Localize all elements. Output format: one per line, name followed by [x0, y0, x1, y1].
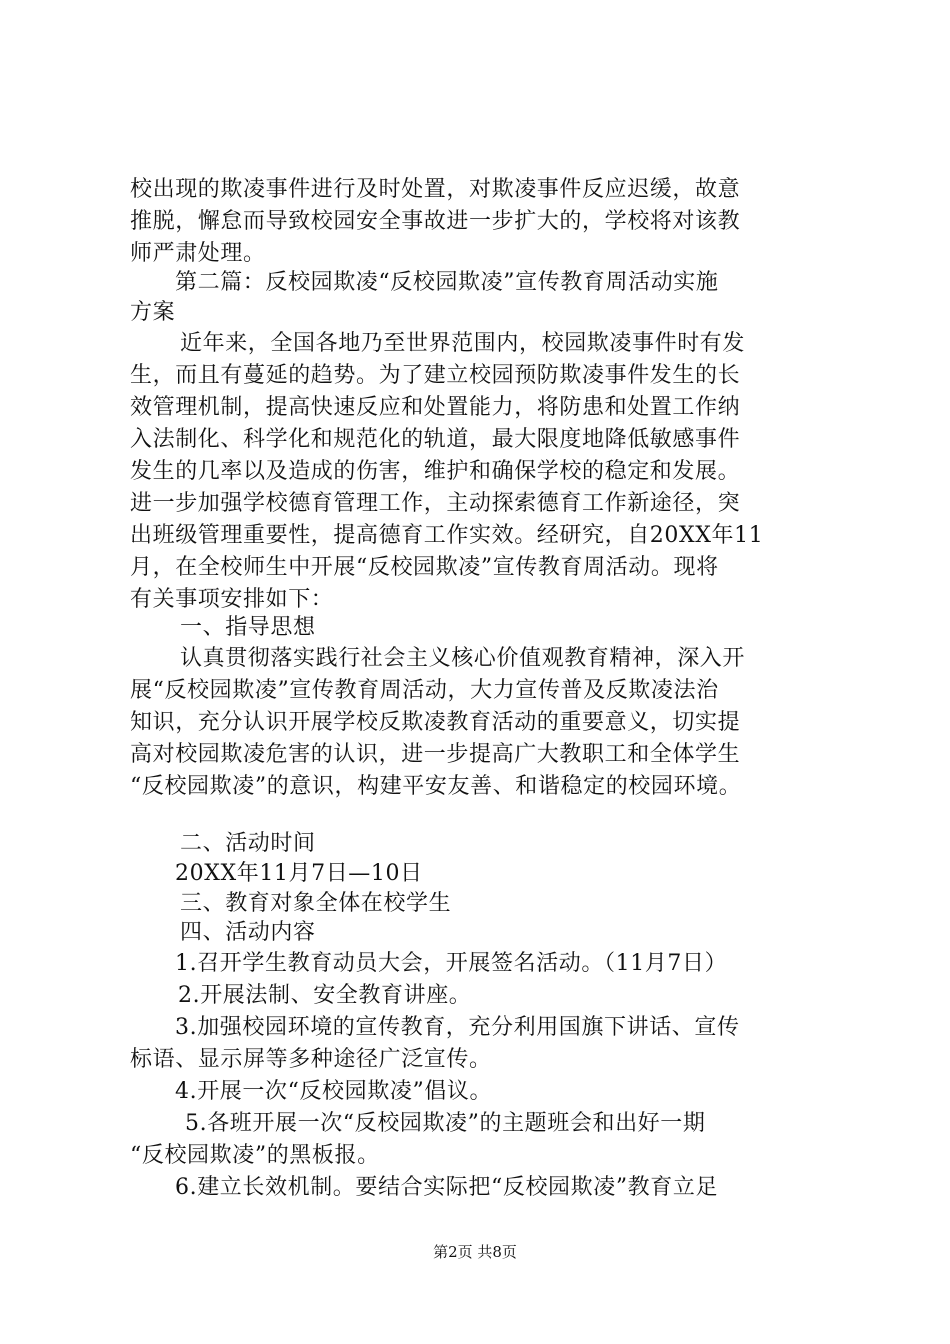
page-footer: 第2页 共8页: [433, 1243, 517, 1261]
section-heading: 三、教育对象全体在校学生: [180, 891, 452, 916]
section-heading: 四、活动内容: [180, 920, 316, 945]
text-line: 高对校园欺凌危害的认识，进一步提高广大教职工和全体学生: [130, 742, 741, 767]
text-line: 有关事项安排如下：: [130, 587, 334, 612]
list-item: 2.开展法制、安全教育讲座。: [178, 983, 472, 1008]
text-line: 师严肃处理。: [130, 241, 266, 266]
section-heading: 方案: [130, 300, 176, 325]
list-item: 3.加强校园环境的宣传教育，充分利用国旗下讲话、宣传: [175, 1015, 740, 1040]
list-item: 5.各班开展一次“反校园欺凌”的主题班会和出好一期: [185, 1111, 706, 1136]
list-item: 6.建立长效机制。要结合实际把“反校园欺凌”教育立足: [175, 1175, 719, 1200]
text-line: 效管理机制，提高快速反应和处置能力，将防患和处置工作纳: [130, 395, 741, 420]
text-line: 校出现的欺凌事件进行及时处置，对欺凌事件反应迟缓，故意: [130, 177, 741, 202]
list-item: 4.开展一次“反校园欺凌”倡议。: [175, 1079, 493, 1104]
text-line: “反校园欺凌”的意识，构建平安友善、和谐稳定的校园环境。: [130, 774, 742, 799]
text-line: 入法制化、科学化和规范化的轨道，最大限度地降低敏感事件: [130, 427, 741, 452]
section-heading: 二、活动时间: [180, 831, 316, 856]
text-line: 标语、显示屏等多种途径广泛宣传。: [130, 1047, 492, 1072]
list-item: 1.召开学生教育动员大会，开展签名活动。（11月7日）: [175, 951, 728, 976]
text-line: 发生的几率以及造成的伤害，维护和确保学校的稳定和发展。: [130, 459, 741, 484]
section-heading: 第二篇：反校园欺凌“反校园欺凌”宣传教育周活动实施: [175, 270, 719, 295]
text-line: 月，在全校师生中开展“反校园欺凌”宣传教育周活动。现将: [130, 555, 719, 580]
text-line: 知识，充分认识开展学校反欺凌教育活动的重要意义，切实提: [130, 710, 741, 735]
text-line: 展“反校园欺凌”宣传教育周活动，大力宣传普及反欺凌法治: [130, 678, 719, 703]
text-line: “反校园欺凌”的黑板报。: [130, 1143, 380, 1168]
text-line: 进一步加强学校德育管理工作，主动探索德育工作新途径，突: [130, 491, 741, 516]
text-line: 认真贯彻落实践行社会主义核心价值观教育精神，深入开: [180, 646, 746, 671]
text-line: 出班级管理重要性，提高德育工作实效。经研究，自20XX年11: [130, 523, 764, 548]
text-line: 生，而且有蔓延的趋势。为了建立校园预防欺凌事件发生的长: [130, 363, 741, 388]
section-heading: 一、指导思想: [180, 615, 316, 640]
text-line: 20XX年11月7日—10日: [175, 861, 423, 886]
text-line: 近年来，全国各地乃至世界范围内，校园欺凌事件时有发: [180, 331, 746, 356]
text-line: 推脱，懈怠而导致校园安全事故进一步扩大的，学校将对该教: [130, 209, 741, 234]
